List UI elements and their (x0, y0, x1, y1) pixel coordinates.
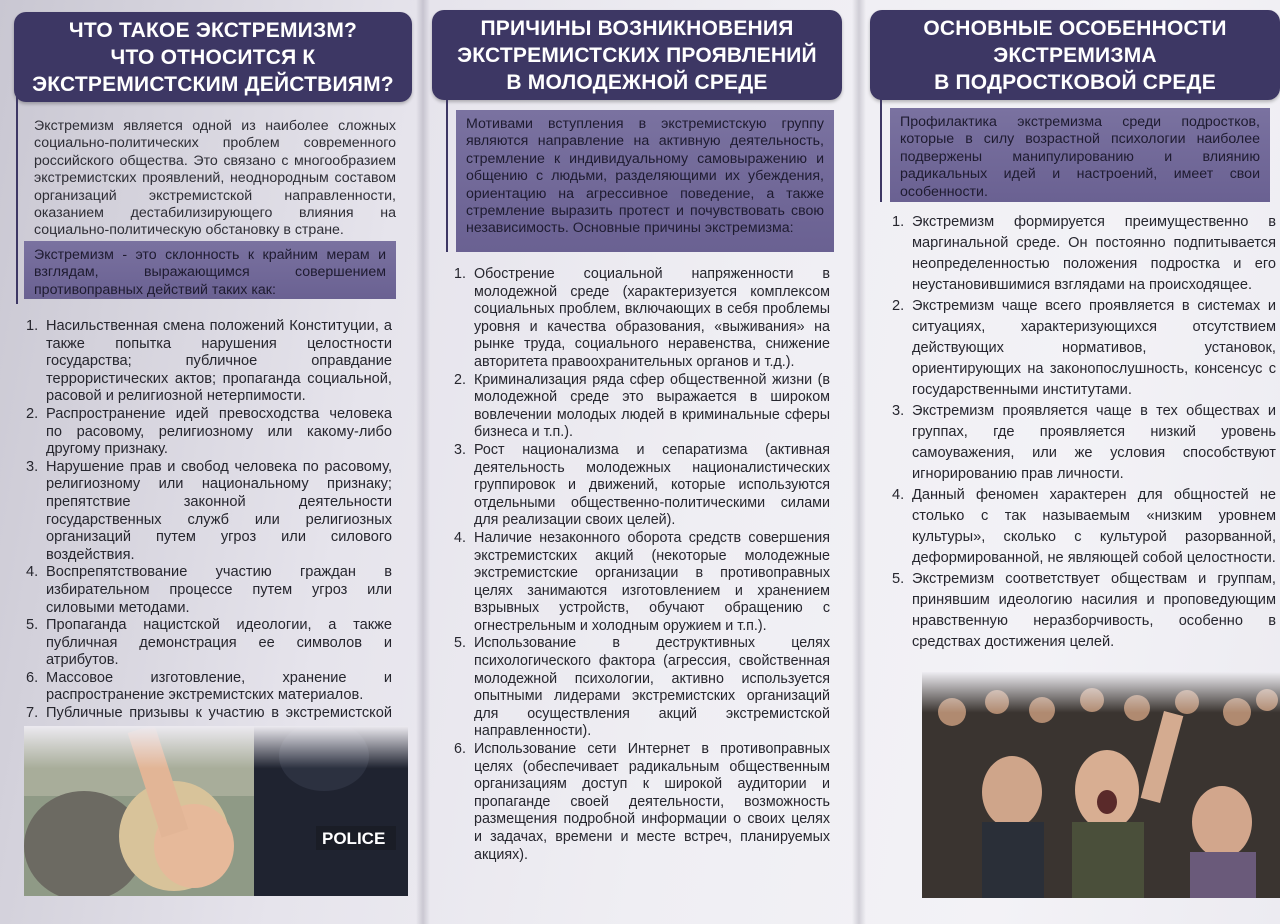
item-text: Криминализация ряда сфер общественной жизни (в молодежной среде это выражается в широком вовлечении молодых людей в криминальные сферы бизнеса и т.п.). (474, 371, 830, 441)
item-number: 7. (26, 705, 39, 722)
item-text: Наличие незаконного оборота средств совершения экстремистских акций (некоторые молодежные экстремистские организации в противоправных целях занимаются изготовлением и хранением взрывных устройств, обучают обращению с огнестрельным и холодным оружием и т.п.). (474, 529, 830, 634)
list-item (26, 564, 392, 617)
list-item (26, 406, 392, 459)
heading-line: ОСНОВНЫЕ ОСОБЕННОСТИ (923, 16, 1227, 40)
item-number: 3. (892, 403, 905, 419)
heading-line: В МОЛОДЕЖНОЙ СРЕДЕ (506, 70, 768, 94)
item-text: Воспрепятствование участию граждан в избирательном процессе путем угроз или силовыми методами. (46, 564, 392, 616)
list-item (26, 670, 392, 705)
list-item (892, 401, 1276, 485)
heading-line: ЭКСТРЕМИСТСКИХ ПРОЯВЛЕНИЙ (457, 43, 817, 67)
list-item (454, 741, 830, 864)
heading-line: В ПОДРОСТКОВОЙ СРЕДЕ (934, 70, 1216, 94)
item-number: 4. (26, 564, 39, 581)
item-text: Данный феномен характерен для общностей не столько с так называемым «низким уровнем культуры», сколько с культурой разорванной, деформированной, не являющей собой целостности. (912, 487, 1276, 566)
heading-line: ЧТО ОТНОСИТСЯ К (110, 45, 316, 69)
column-3-rule (880, 86, 882, 202)
item-number: 5. (454, 635, 466, 652)
item-number: 6. (26, 669, 39, 686)
heading-line: ЭКСТРЕМИСТСКИМ ДЕЙСТВИЯМ? (32, 72, 394, 96)
list-item (454, 635, 830, 741)
item-number: 5. (26, 617, 39, 634)
list-item (454, 372, 830, 442)
item-number: 1. (892, 214, 905, 230)
list-item (892, 296, 1276, 401)
item-number: 5. (892, 571, 905, 587)
crowd-protest-photo (922, 672, 1280, 898)
item-text: Использование в деструктивных целях психологического фактора (агрессия, свойственная молодежной психологии, активно используется опытными лидерами экстремистских организаций для осуществления акций экстремистской направленности). (474, 635, 830, 740)
column-1-intro: Экстремизм является одной из наиболее сложных социально-политических проблем современного российского общества. Это связано с многообразием экстремистских проявлений, неоднородным составом организаций экстремистской направленности, оказанием дестабилизирующего влияния на социально-политическую обстановку в стране. (34, 118, 396, 239)
column-3-prevention-box: Профилактика экстремизма среди подростков, которые в силу возрастной психологии наиболее подвержены манипулированию и влиянию радикальных идей и настроений, имеет свои особенности. (890, 108, 1270, 202)
column-2-rule (446, 86, 448, 252)
photo-illustration (922, 672, 1280, 898)
item-text: Публичные призывы к участию в экстремистской (46, 705, 392, 722)
fold-line-left (416, 0, 430, 924)
list-item (892, 485, 1276, 569)
item-text: Экстремизм проявляется чаще в тех обществах и группах, где проявляется низкий уровень самоуважения, или же условия способствуют игнорированию прав личности. (912, 403, 1276, 482)
item-text: Использование сети Интернет в противоправных целях (обеспечивает радикальным общественным организациям доступ к широкой аудитории и пропаганде своей деятельности, возможность размещения подробной информации о своих целях и задачах, времени и месте встреч, планируемых акциях). (474, 741, 830, 863)
item-text: Рост национализма и сепаратизма (активная деятельность молодежных националистических группировок и движений, которые используются отдельными общественно-политическими силами для реализации своих целей). (474, 441, 830, 529)
item-text: Экстремизм формируется преимущественно в маргинальной среде. Он постоянно подпитывается неопределенностью положения подростка и его неустановившимися взглядами на происходящее. (912, 214, 1276, 293)
column-causes (432, 0, 842, 924)
item-number: 4. (454, 529, 466, 546)
photo-illustration (24, 726, 408, 896)
column-teen-features (870, 0, 1280, 924)
item-number: 3. (454, 441, 466, 458)
item-number: 2. (26, 405, 39, 422)
heading-line: ЭКСТРЕМИЗМА (993, 43, 1157, 67)
item-number: 2. (454, 371, 466, 388)
item-text: Обострение социальной напряженности в молодежной среде (характеризуется комплексом социальных проблем, включающих в себя проблемы уровня и качества образования, «выживания» на рынке труда, социального неравенства, снижение авторитета правоохранительных органов и т.д.). (474, 266, 830, 370)
list-item (892, 569, 1276, 653)
item-text: Экстремизм чаще всего проявляется в системах и ситуациях, характеризующихся отсутствием действующих нормативов, установок, ориентирующих на законопослушность, консенсус с государственными институтами. (912, 298, 1276, 398)
list-item (892, 212, 1276, 296)
item-text: Насильственная смена положений Конституции, а также попытка нарушения целостности государства; публичное оправдание террористических актов; пропаганда социальной, расовой и религиозной нетерпимости. (46, 318, 392, 405)
item-number: 4. (892, 487, 905, 503)
item-number: 1. (454, 266, 466, 282)
list-item (26, 459, 392, 565)
item-text: Распространение идей превосходства человека по расовому, религиозному или какому-либо другому признаку. (46, 405, 392, 458)
item-text: Нарушение прав и свобод человека по расовому, религиозному или национальному признаку; препятствие законной деятельности государственных служб или религиозных организаций путем угроз или силового воздействия. (46, 458, 392, 563)
list-item (454, 442, 830, 530)
column-3-heading (870, 10, 1280, 100)
column-2-list (454, 266, 830, 864)
item-number: 6. (454, 741, 466, 758)
list-item (26, 318, 392, 406)
item-number: 1. (26, 318, 39, 334)
column-2-motives-box: Мотивами вступления в экстремистскую группу являются направление на активную деятельность, стремление к индивидуальному самовыражению и общению с людьми, разделяющими их убеждения, ориентацию на агрессивное поведение, а также стремление выразить протест и почувствовать свою независимость. Основные причины экстремизма: (456, 110, 834, 252)
column-1-list (26, 318, 392, 775)
item-number: 2. (892, 298, 905, 314)
column-2-heading (432, 10, 842, 100)
item-number: 3. (26, 458, 39, 475)
protest-police-photo (24, 726, 408, 896)
column-1-definition-box: Экстремизм - это склонность к крайним мерам и взглядам, выражающимся совершением противоправных действий таких как: (24, 241, 396, 299)
list-item (454, 530, 830, 636)
list-item (26, 617, 392, 670)
column-3-list (892, 212, 1276, 653)
item-text: Массовое изготовление, хранение и распространение экстремистских материалов. (46, 669, 392, 704)
item-text: Пропаганда нацистской идеологии, а также публичная демонстрация ее символов и атрибутов. (46, 617, 392, 669)
list-item (454, 266, 830, 372)
column-what-is-extremism (14, 0, 412, 924)
column-1-heading (14, 12, 412, 102)
fold-line-right (852, 0, 866, 924)
column-1-rule (16, 88, 18, 304)
heading-line: ПРИЧИНЫ ВОЗНИКНОВЕНИЯ (480, 16, 794, 40)
item-text: Экстремизм соответствует обществам и группам, принявшим идеологию насилия и проповедующим нравственную неразборчивость, особенно в средствах достижения целей. (912, 571, 1276, 650)
heading-line: ЧТО ТАКОЕ ЭКСТРЕМИЗМ? (68, 18, 358, 42)
